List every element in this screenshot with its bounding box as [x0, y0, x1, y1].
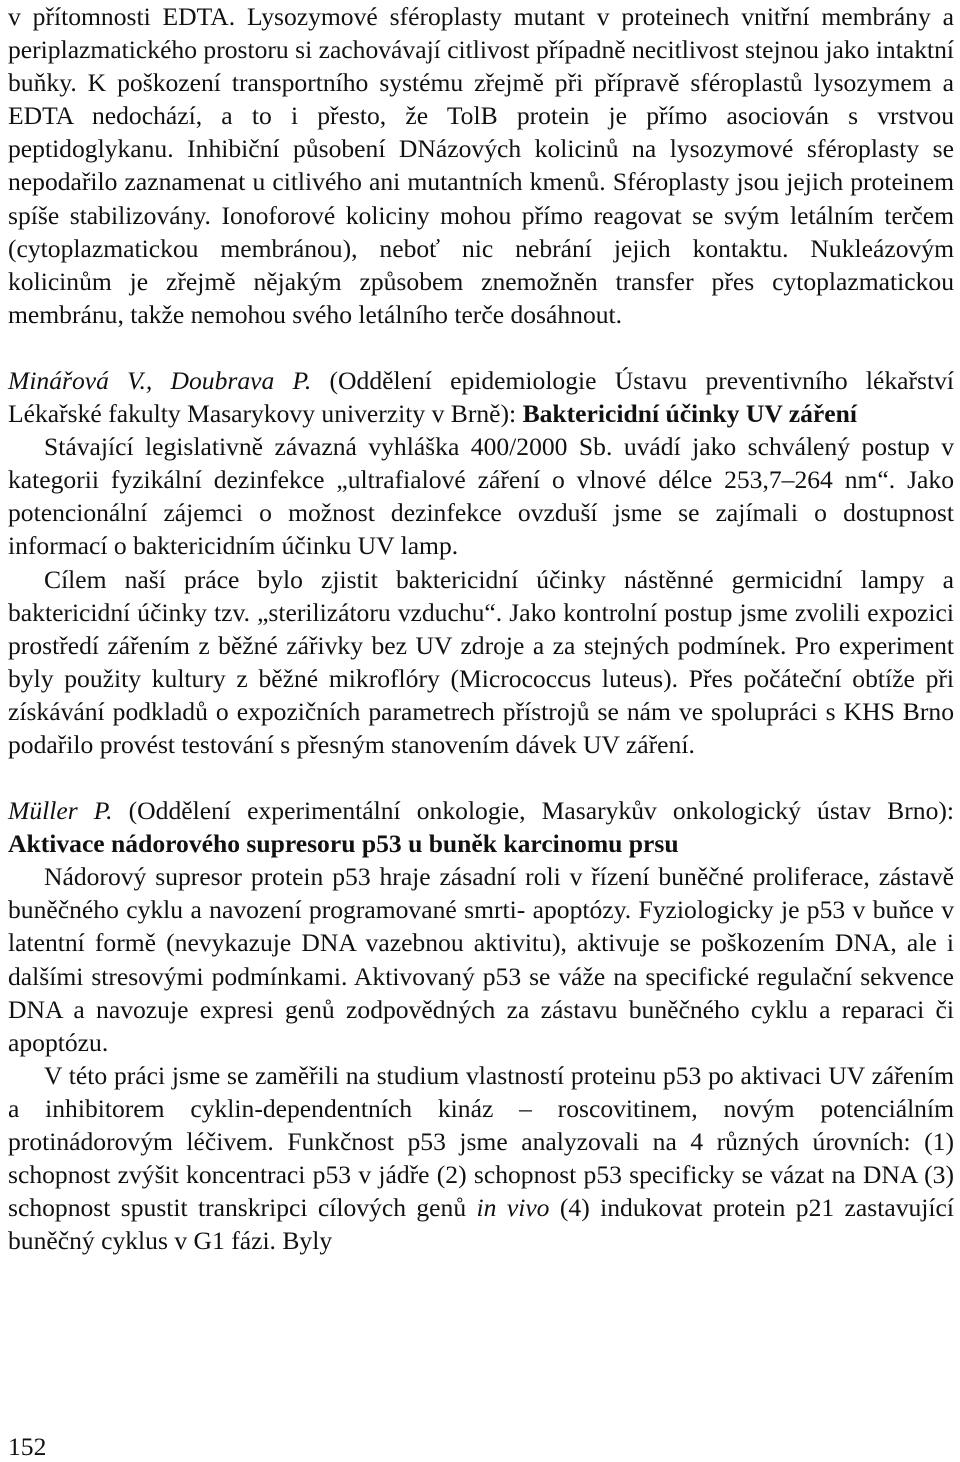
in-vivo-term: in vivo: [476, 1193, 550, 1223]
abstract-heading-p53: [8, 794, 954, 860]
abstract-uv-paragraph-1: Stávající legislativně závazná vyhláška 400/2000 Sb. uvádí jako schválený postup v kategorii fyzikální dezinfekce „ultrafialové záření o vlnové délce 253,7–264 nm“. Jako potencionální zájemci o možnost dezinfekce ovzduší jsme se zajímali o dostupnost informací o baktericidním účinku UV lamp.: [8, 432, 954, 561]
title-p53: Aktivace nádorového supresoru p53 u buněk karcinomu prsu: [8, 829, 679, 859]
document-page: [8, 0, 954, 1257]
affiliation-p53: (Oddělení experimentální onkologie, Masarykův onkologický ústav Brno):: [112, 796, 954, 826]
p53-paragraph-2-text-end: (4) indukovat protein p21 zastavující buněčný cyklus v G1 fázi. Byly: [8, 1193, 954, 1256]
authors-p53: Müller P.: [8, 796, 113, 826]
page-number: 152: [8, 1432, 47, 1461]
abstract-heading-uv: [8, 364, 954, 430]
p53-paragraph-2-text: V této práci jsme se zaměřili na studium vlastností proteinu p53 po aktivaci UV zářením a inhibitorem cyklin-dependentních kináz – roscovitinem, novým potenciálním protinádorovým léčivem. Funkčnost p53 jsme analyzovali na 4 různých úrovních: (1) schopnost zvýšit koncentraci p53 v jádře (2) schopnost p53 specificky se vázat na DNA (3) schopnost spustit transkripci cílových genů: [8, 1060, 954, 1223]
continuation-paragraph: v přítomnosti EDTA. Lysozymové sféroplasty mutant v proteinech vnitřní membrány a periplazmatického prostoru si zachovávají citlivost případně necitlivost stejnou jako intaktní buňky. K poškození transportního systému zřejmě při přípravě sféroplastů lysozymem a EDTA nedochází, a to i přesto, že TolB protein je přímo asociován s vrstvou peptidoglykanu. Inhibiční působení DNázových kolicinů na lysozymové sféroplasty se nepodařilo zaznamenat u citlivého ani mutantních kmenů. Sféroplasty jsou jejich proteinem spíše stabilizovány. Ionoforové koliciny mohou přímo reagovat se svým letálním terčem (cytoplazmatickou membránou), neboť nic nebrání jejich kontaktu. Nukleázovým kolicinům je zřejmě nějakým způsobem znemožněn transfer přes cytoplazmatickou membránu, takže nemohou svého letálního terče dosáhnout.: [8, 2, 955, 329]
abstract-p53-paragraph-2: [8, 1059, 954, 1258]
section-spacer: [8, 331, 954, 364]
abstract-uv-paragraph-2: Cílem naší práce bylo zjistit baktericidní účinky nástěnné germicidní lampy a baktericidní účinky tzv. „sterilizátoru vzduchu“. Jako kontrolní postup jsme zvolili expozici prostředí zářením z běžné zářivky bez UV zdroje a za stejných podmínek. Pro experiment byly použity kultury z běžné mikroflóry (Micrococcus luteus). Přes počáteční obtíže při získávání podkladů o expozičních parametrech přístrojů se nám ve spolupráci s KHS Brno podařilo provést testování s přesným stanovením dávek UV záření.: [8, 564, 954, 759]
abstract-p53-paragraph-1: Nádorový supresor protein p53 hraje zásadní roli v řízení buněčné proliferace, zástavě buněčného cyklu a navození programované smrti- apoptózy. Fyziologicky je p53 v buňce v latentní formě (nevykazuje DNA vazebnou aktivitu), aktivuje se poškozením DNA, ale i dalšími stresovými podmínkami. Aktivovaný p53 se váže na specifické regulační sekvence DNA a navozuje expresi genů zodpovědných za zástavu buněčného cyklu a reparaci či apoptózu.: [8, 862, 954, 1057]
authors-uv: Minářová V., Doubrava P.: [8, 365, 312, 395]
section-spacer: [8, 761, 954, 794]
affiliation-uv: (Oddělení epidemiologie Ústavu preventivního lékařství Lékařské fakulty Masarykovy univerzity v Brně):: [8, 365, 954, 429]
title-uv: Baktericidní účinky UV záření: [522, 399, 857, 429]
